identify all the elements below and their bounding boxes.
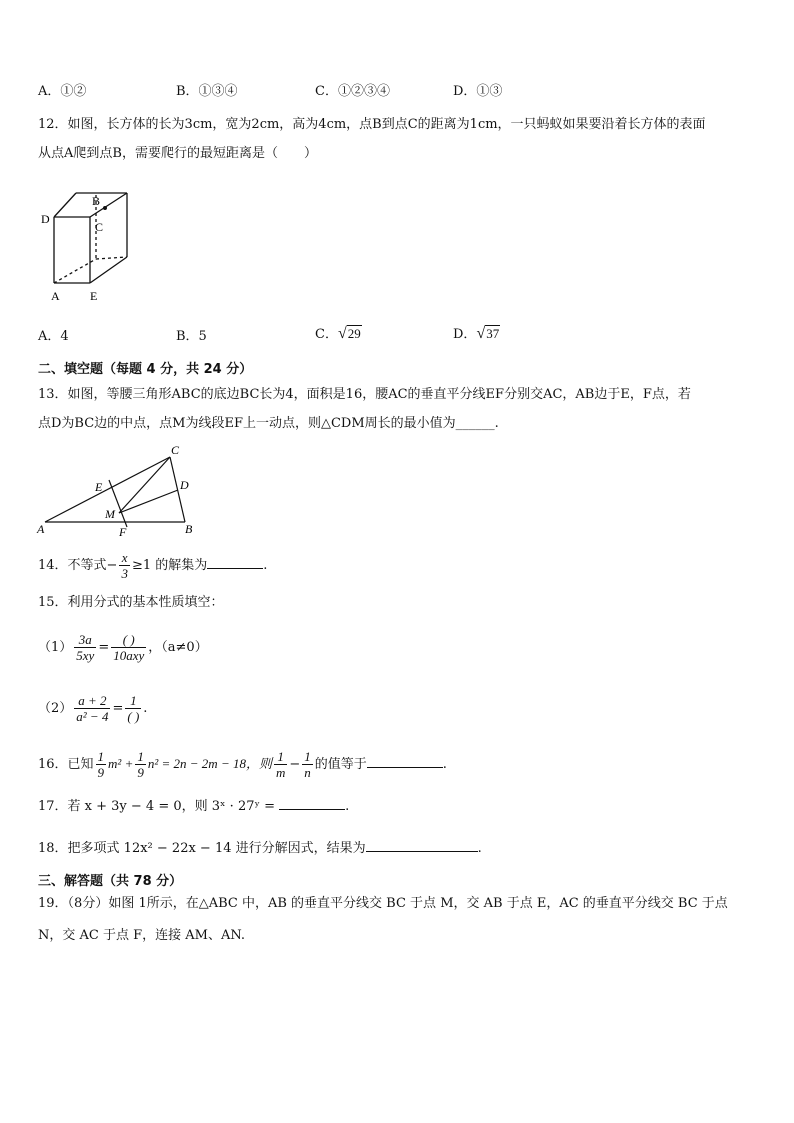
q17-line: 17．若 x + 3y − 4 = 0，则 3ˣ · 27ʸ = . [38, 796, 349, 815]
q15-intro: 15．利用分式的基本性质填空： [38, 595, 224, 610]
q13-label-b: B [185, 522, 193, 536]
q12-line-1: 12．如图，长方体的长为3cm，宽为2cm，高为4cm，点B到点C的距离为1cm，一只蚂蚁如果要沿着长方体的表面 [38, 117, 706, 132]
q12-option-d-radicand: 37 [486, 326, 500, 341]
q16-answer-blank [367, 754, 443, 768]
q17-answer-blank [279, 796, 345, 810]
q12-label-b: B [92, 194, 101, 208]
q13-label-a: A [37, 522, 45, 536]
q13-label-f: F [119, 525, 127, 539]
q14-line: 14．不等式− $\frac{x}{3}$ ≥1 的解集为 . [38, 550, 268, 581]
q18-line: 18．把多项式 12x² − 22x − 14 进行分解因式，结果为 . [38, 838, 482, 857]
q12-label-d: D [41, 212, 50, 226]
q12-option-d: D．√37 [453, 325, 500, 342]
q12-option-c-radicand: 29 [347, 326, 361, 341]
q12-option-c: C．√29 [315, 325, 361, 342]
q12-cuboid-figure [38, 183, 138, 305]
q12-option-b: B．5 [176, 329, 207, 344]
q12-label-a: A [51, 289, 60, 303]
q13-line-2: 点D为BC边的中点，点M为线段EF上一动点，则△CDM周长的最小值为______. [38, 416, 499, 431]
q12-label-e: E [90, 289, 98, 303]
q13-label-d: D [180, 478, 189, 492]
section-2-heading: 二、填空题（每题 4 分，共 24 分） [38, 362, 253, 377]
q11-option-a: A．①② [38, 84, 87, 99]
q15-part-2: （2） $\frac{a + 2}{\text{a² − 4}}$ = $\frac{1}{( )}$ . [38, 693, 148, 724]
q15-part-1: （1） $\frac{3a}{5xy}$ = $\frac{( )}{\text{10axy}}$ ，（a≠0） [38, 632, 208, 663]
q11-option-d: D．①③ [453, 84, 503, 99]
q16-line: 16．已知 $\frac{1}{9}$ m² + $\frac{1}{9}$ n² = 2n − 2m − 18，则 $\frac{1}{m}$ − $\frac{1}{n}$ 的值等于 . [38, 749, 447, 780]
q12-line-2: 从点A爬到点B，需要爬行的最短距离是（ ） [38, 146, 317, 161]
q12-label-c: C [95, 220, 104, 234]
q19-line-2: N，交 AC 于点 F，连接 AM、AN. [38, 928, 246, 943]
q13-label-m: M [105, 507, 115, 521]
section-3-heading: 三、解答题（共 78 分） [38, 874, 183, 889]
q14-answer-blank [207, 555, 263, 569]
q11-option-c: C．①②③④ [315, 84, 390, 99]
q13-line-1: 13．如图，等腰三角形ABC的底边BC长为4，面积是16，腰AC的垂直平分线EF分别交AC，AB边于E，F点，若 [38, 387, 691, 402]
q13-label-c: C [171, 443, 180, 457]
q13-triangle-figure [33, 443, 208, 541]
q11-option-b: B．①③④ [176, 84, 238, 99]
q12-option-a: A．4 [38, 329, 69, 344]
q19-line-1: 19．（8分）如图 1所示，在△ABC 中，AB 的垂直平分线交 BC 于点 M，交 AB 于点 E，AC 的垂直平分线交 BC 于点 [38, 896, 728, 911]
q13-label-e: E [95, 480, 103, 494]
q18-answer-blank [366, 838, 478, 852]
